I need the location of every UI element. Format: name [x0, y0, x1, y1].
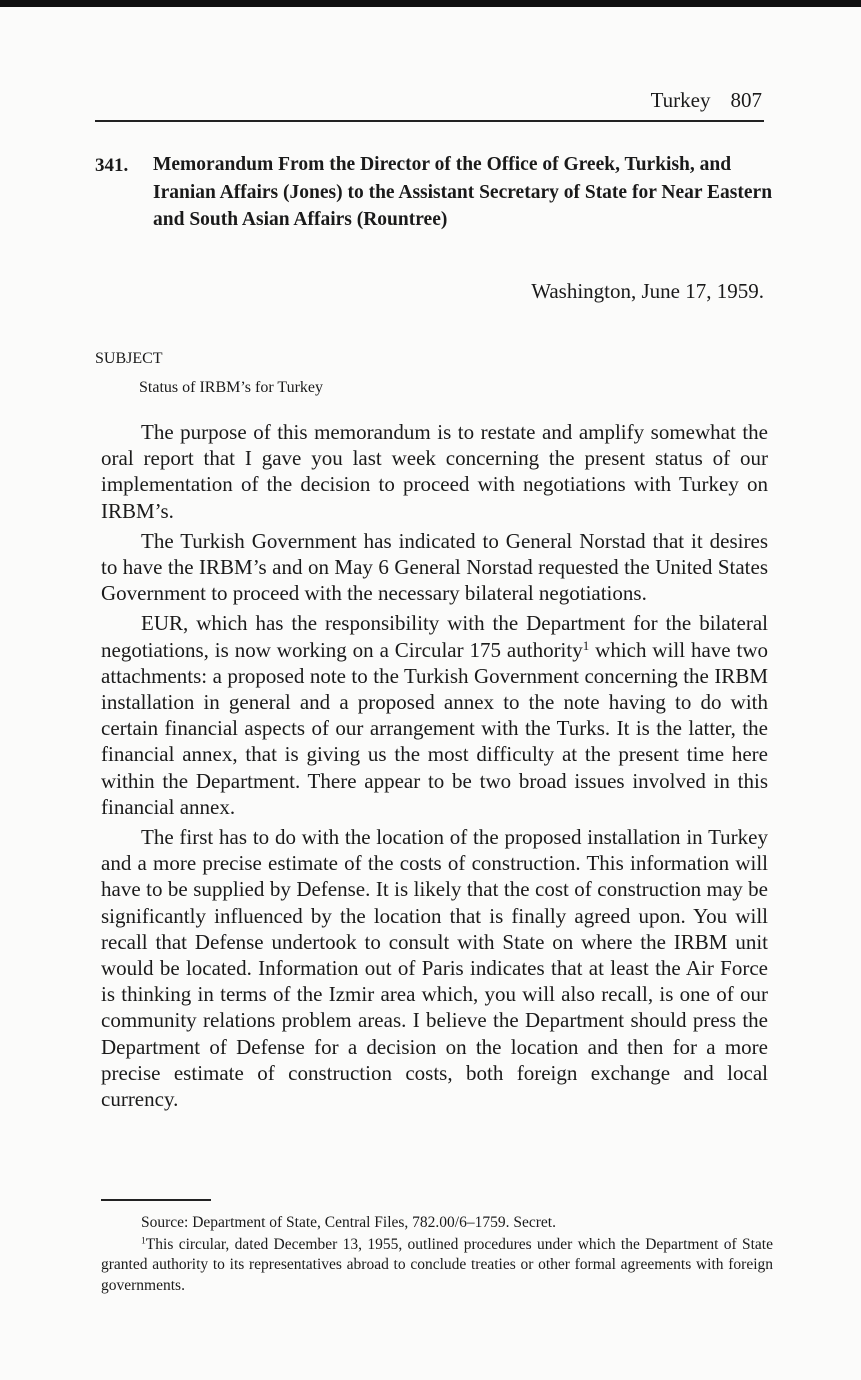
body-paragraph: The purpose of this memorandum is to restate and amplify somewhat the oral report that I gave you last week concerning the present status of our implementation of the decision to proceed with negotiations with Turkey on IRBM’s. — [101, 420, 768, 523]
body-paragraph — [101, 610, 768, 820]
footnote-text: This circular, dated December 13, 1955, outlined procedures under which the Department of State granted authority to its representatives abroad to conclude treaties or other formal agreements with foreign governments. — [101, 1235, 773, 1294]
body-paragraph: The Turkish Government has indicated to General Norstad that it desires to have the IRBM’s and on May 6 General Norstad requested the United States Government to proceed with the necessary bilateral negotiations. — [101, 528, 768, 606]
page-number: 807 — [730, 88, 762, 112]
footnote-marker: 1 — [141, 1235, 146, 1247]
page-top-edge — [0, 0, 861, 7]
paragraph-text: which will have two attachments: a proposed note to the Turkish Government concerning the IRBM installation in general and a proposed annex to the note having to do with certain financial aspects of our arrangement with the Turks. It is the latter, the financial annex, that is giving us the most difficulty at the present time here within the Department. There appear to be two broad issues involved in this financial annex. — [101, 637, 768, 819]
running-header — [95, 86, 764, 122]
subject-label: SUBJECT — [95, 350, 163, 367]
footnote-divider — [101, 1199, 211, 1201]
document-number: 341. — [95, 155, 129, 176]
subject-text: Status of IRBM’s for Turkey — [139, 379, 324, 396]
dateline: Washington, June 17, 1959. — [531, 279, 764, 303]
footnote-reference: 1 — [582, 637, 590, 653]
source-note: Source: Department of State, Central Files, 782.00/6–1759. Secret. — [141, 1214, 556, 1231]
footnotes — [101, 1213, 773, 1296]
footnote-1 — [101, 1235, 773, 1297]
document-title: Memorandum From the Director of the Office of Greek, Turkish, and Iranian Affairs (Jones) to the Assistant Secretary of State for Near Eastern and South Asian Affairs (Rountree) — [153, 154, 773, 230]
memo-body — [101, 419, 768, 1116]
paragraph-text: EUR, which has the responsibility with the Department for the bilateral negotiations, is now working on a Circular 175 authority — [101, 611, 768, 662]
section-title: Turkey — [650, 88, 711, 112]
body-paragraph: The first has to do with the location of the proposed installation in Turkey and a more precise estimate of the costs of construction. This information will have to be supplied by Defense. It is likely that the cost of construction may be significantly influenced by the location that is finally agreed upon. You will recall that Defense undertook to consult with State on where the IRBM unit would be located. Information out of Paris indicates that at least the Air Force is thinking in terms of the Izmir area which, you will also recall, is one of our community relations problem areas. I believe the Department should press the Department of Defense for a decision on the location and then for a more precise estimate of construction costs, both foreign exchange and local currency. — [101, 825, 768, 1112]
running-head — [651, 88, 762, 113]
